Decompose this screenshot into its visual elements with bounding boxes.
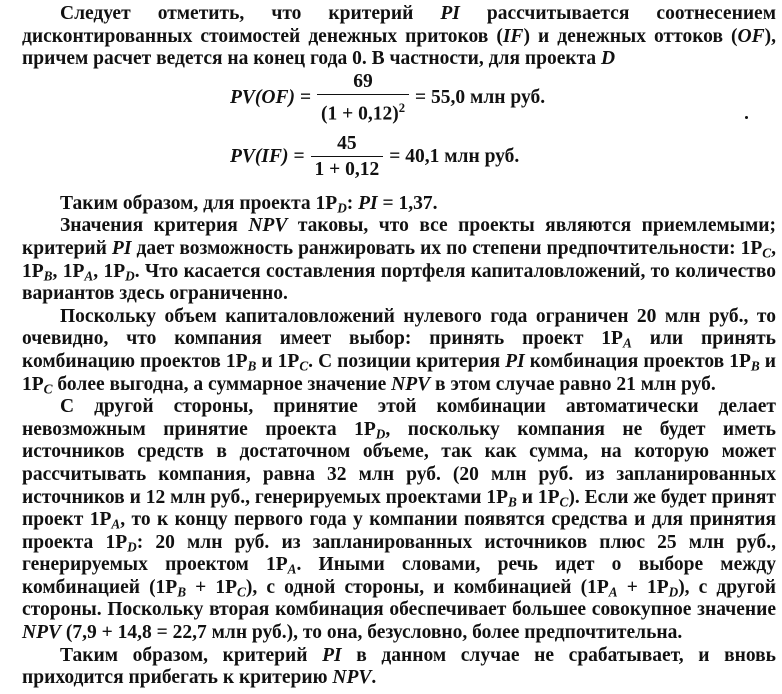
paragraph-pi-result: Таким образом, для проекта $1P_D$: PI = 1,37. [60,192,438,216]
paragraph-intro: Следует отметить, что критерий PI рассчитывается соотнесением дисконтированных стоимостей денежных притоков (IF) и денежных оттоков (OF), причем расчет ведется на конец года 0. В частности, для проекта D [22,3,776,70]
paragraph-capital-limit: Поскольку объем капиталовложений нулевого года ограничен 20 млн руб., то очевидно, что компания имеет выбор: принять проект $1P_A$ или принять комбинацию проектов $1P_B$ и $1P_C$. С позиции критерия PI комбинация проектов $1P_B$ и $1P_C$ более выгодна, а суммарное значение NPV в этом случае равно 21 млн руб. [22,305,776,396]
paragraph-combination: С другой стороны, принятие этой комбинации автоматически делает невозможным принятие проекта $1P_D$, поскольку компания не будет иметь источников средств в достаточном объеме, так как сумма, на которую может рассчитывать компания, равна 32 млн руб. (20 млн руб. из запланированных источников и 12 млн руб., генерируемых проектами $1P_B$ и $1P_C$). Если же будет принят проект $1P_A$, то к концу первого года у компании появятся средства и для принятия проекта $1P_D$: 20 млн руб. из запланированных источников плюс 25 млн руб., генерируемых проектом $1P_A$. Иными словами, речь идет о выборе между комбинацией $(1P_B + 1P_C)$, с одной стороны, и комбинацией $(1P_A + 1P_D)$, с другой стороны. Поскольку вторая комбинация обеспечивает большее совокупное значение NPV (7,9 + 14,8 = 22,7 млн руб.), то она, безусловно, более предпочтительна. [22,396,776,644]
formula-pv-if: PV(IF) = $\frac{45}{1 + 0,12}$ = 40,1 млн руб. [230,133,520,181]
stray-dot [745,116,748,119]
formula-pv-of: PV(OF) = $\frac{69}{(1 + 0,12)^2}$ = 55,0 млн руб. [230,71,546,125]
paragraph-conclusion: Таким образом, критерий PI в данном случае не срабатывает, и вновь приходится прибегать к критерию NPV. [22,644,776,689]
paragraph-npv-values: Значения критерия NPV таковы, что все проекты являются приемлемыми; критерий PI дает возможность ранжировать их по степени предпочтительности: $1P_C$, $1P_B$, $1P_A$, $1P_D$. Что касается составления портфеля капиталовложений, то количество вариантов здесь ограниченно. [22,215,776,305]
